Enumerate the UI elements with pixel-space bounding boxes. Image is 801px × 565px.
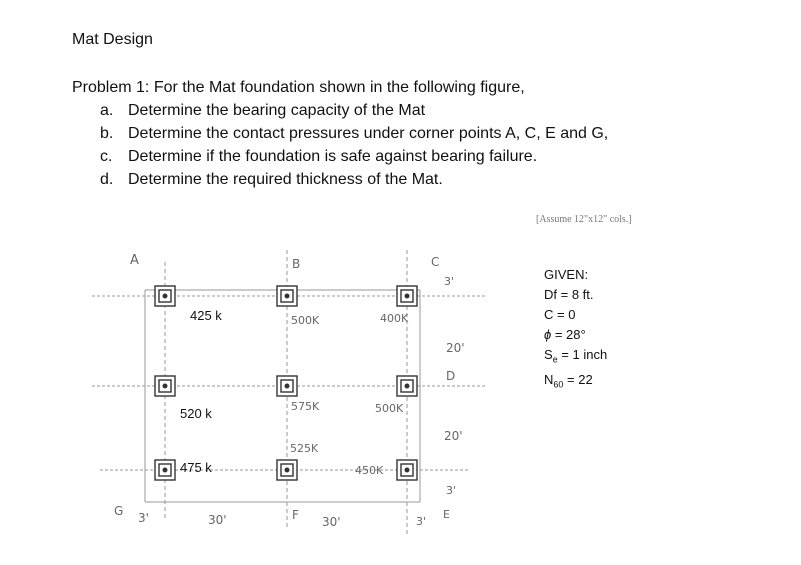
point-label-e: E bbox=[443, 508, 450, 521]
given-c: C = 0 bbox=[544, 307, 576, 322]
column-r1c1 bbox=[155, 286, 175, 306]
given-block bbox=[544, 265, 607, 394]
given-phi: ϕ = 28° bbox=[544, 327, 586, 342]
dim-left-edge: 3' bbox=[138, 511, 149, 525]
load-r3c1: 475 k bbox=[180, 460, 212, 475]
task-item: b. Determine the contact pressures under corner points A, C, E and G, bbox=[100, 125, 609, 142]
load-r2c3: 500K bbox=[375, 402, 404, 415]
column-r3c3 bbox=[397, 460, 417, 480]
dim-span-2: 30' bbox=[322, 515, 341, 529]
dim-bottom-edge: 3' bbox=[446, 484, 457, 497]
point-label-a: A bbox=[130, 253, 139, 268]
assume-note: [Assume 12"x12" cols.] bbox=[536, 214, 632, 225]
dim-vspan-1: 20' bbox=[446, 341, 465, 355]
given-n60: $N_{60} = 22$ bbox=[544, 371, 593, 390]
column-r2c2 bbox=[277, 376, 297, 396]
point-label-c: C bbox=[431, 255, 440, 269]
point-label-g: G bbox=[114, 504, 124, 518]
point-label-d: D bbox=[446, 369, 456, 383]
given-se: $S_e = 1$ inch bbox=[544, 347, 608, 365]
given-df: Df = 8 ft. bbox=[544, 287, 594, 302]
point-label-f: F bbox=[292, 508, 299, 522]
column-r3c2 bbox=[277, 460, 297, 480]
load-r1c3: 400K bbox=[380, 312, 409, 325]
column-r3c1 bbox=[155, 460, 175, 480]
dim-right-edge: 3' bbox=[416, 515, 427, 528]
problem-heading: Problem 1: For the Mat foundation shown in the following figure, bbox=[72, 79, 525, 96]
given-heading: GIVEN: bbox=[544, 267, 589, 282]
column-r1c3 bbox=[397, 286, 417, 306]
task-item: a. Determine the bearing capacity of the Mat bbox=[100, 102, 426, 119]
dim-top-edge: 3' bbox=[444, 275, 455, 288]
page-title: Mat Design bbox=[72, 31, 153, 48]
load-r3c2: 525K bbox=[290, 442, 319, 455]
dim-span-1: 30' bbox=[208, 513, 227, 527]
column-r2c3 bbox=[397, 376, 417, 396]
load-r3c3: 450K bbox=[355, 464, 384, 477]
load-r2c1: 520 k bbox=[180, 406, 212, 421]
task-item: c. Determine if the foundation is safe against bearing failure. bbox=[100, 148, 538, 165]
dim-vspan-2: 20' bbox=[444, 429, 463, 443]
task-item: d. Determine the required thickness of the Mat. bbox=[100, 171, 443, 188]
column-r2c1 bbox=[155, 376, 175, 396]
load-r2c2: 575K bbox=[291, 400, 320, 413]
load-r1c1: 425 k bbox=[190, 308, 222, 323]
column-r1c2 bbox=[277, 286, 297, 306]
load-r1c2: 500K bbox=[291, 314, 320, 327]
point-label-b: B bbox=[292, 257, 301, 271]
